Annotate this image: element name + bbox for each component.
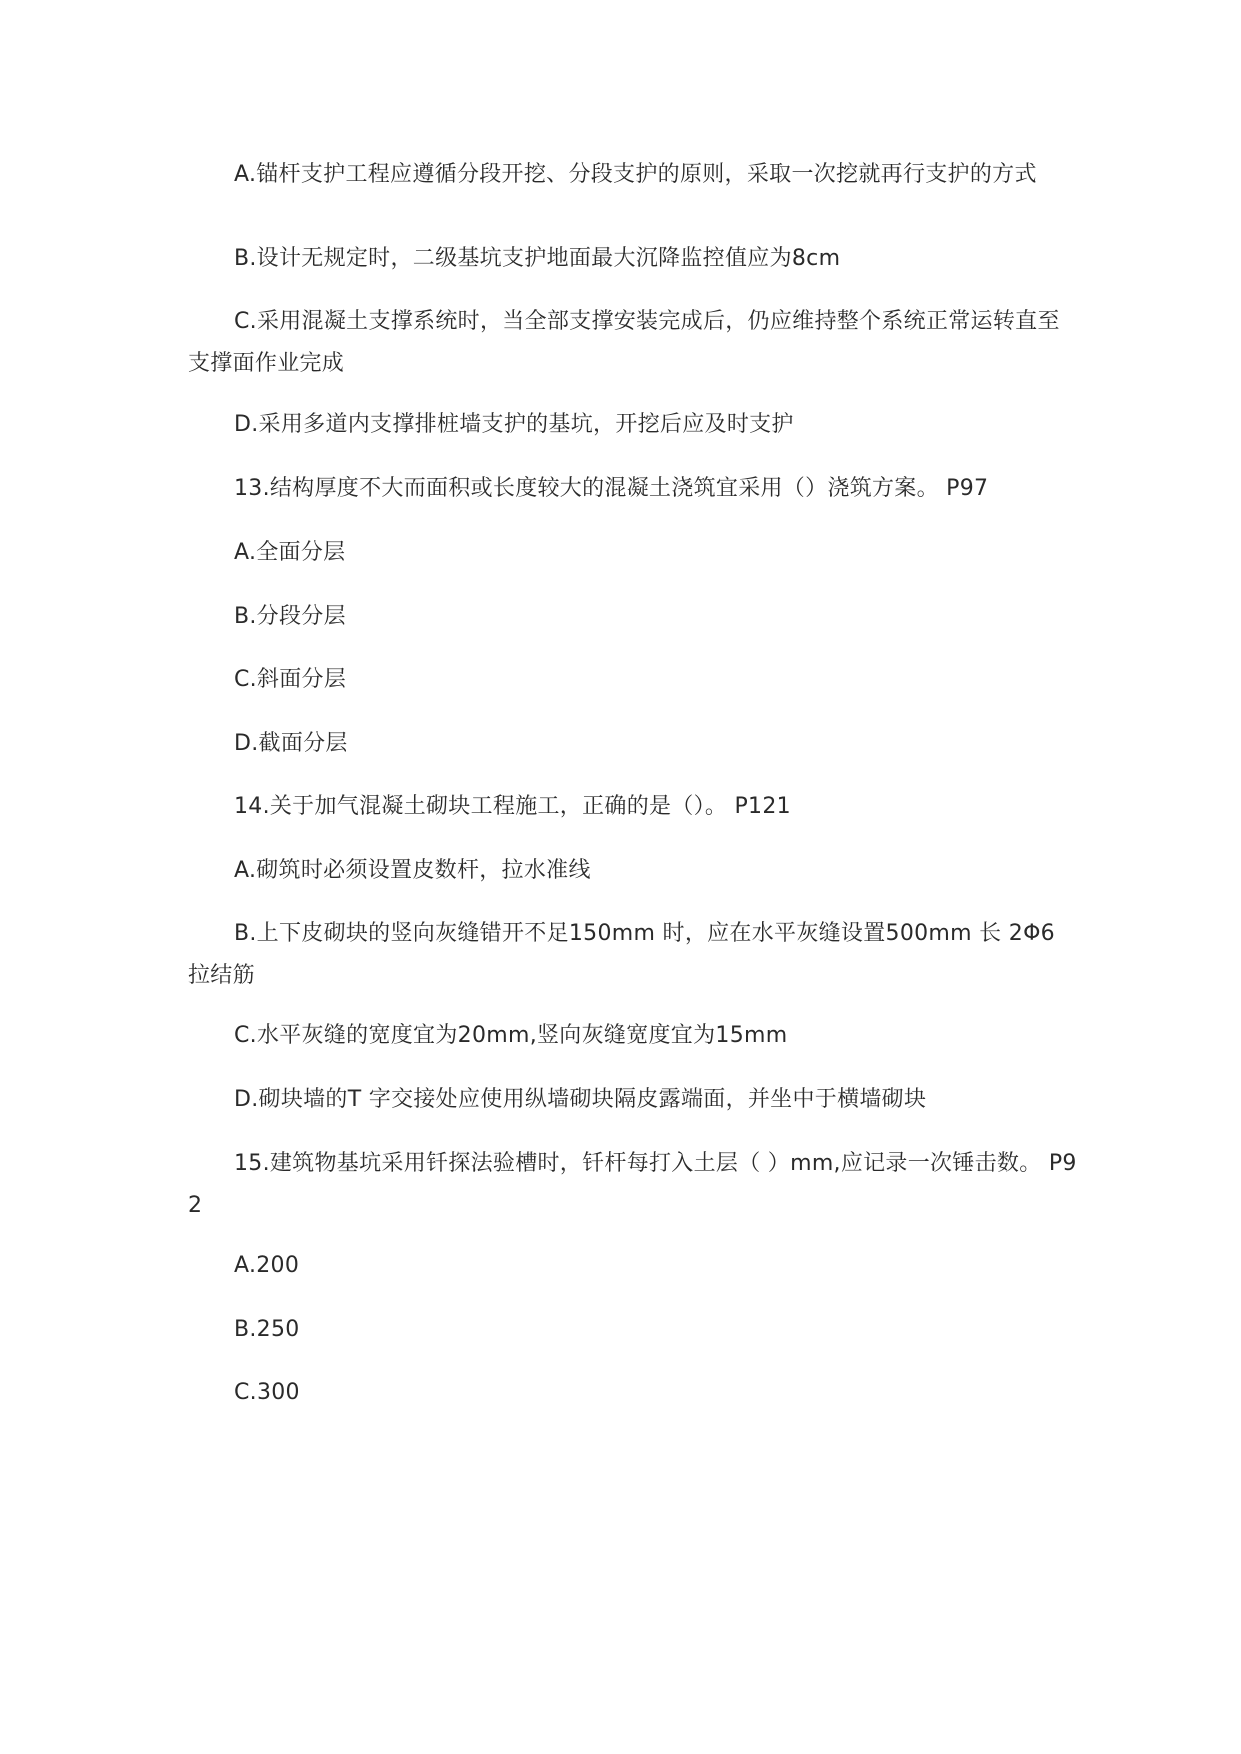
option-paragraph: A.200 (234, 1253, 300, 1278)
option-paragraph: B.上下皮砌块的竖向灰缝错开不足150mm 时，应在水平灰缝设置500mm 长 2Φ6 拉结筋 (188, 921, 1055, 988)
option-paragraph: B.分段分层 (234, 604, 346, 629)
option-paragraph: C.水平灰缝的宽度宜为20mm,竖向灰缝宽度宜为15mm (234, 1023, 788, 1048)
option-paragraph: D.截面分层 (234, 731, 348, 756)
question-paragraph: 13.结构厚度不大而面积或长度较大的混凝土浇筑宜采用（）浇筑方案。 P97 (234, 476, 989, 501)
option-paragraph: A.锚杆支护工程应遵循分段开挖、分段支护的原则，采取一次挖就再行支护的方式 (234, 162, 1037, 187)
option-paragraph: C.300 (234, 1380, 300, 1405)
question-paragraph: 15.建筑物基坑采用钎探法验槽时，钎杆每打入土层（ ）mm,应记录一次锤击数。 P92 (188, 1151, 1077, 1218)
option-paragraph: B.设计无规定时，二级基坑支护地面最大沉降监控值应为8cm (234, 246, 841, 271)
option-paragraph: C.斜面分层 (234, 667, 347, 692)
question-paragraph: 14.关于加气混凝土砌块工程施工，正确的是（）。 P121 (234, 794, 791, 819)
option-paragraph: C.采用混凝土支撑系统时，当全部支撑安装完成后，仍应维持整个系统正常运转直至支撑面作业完成 (188, 309, 1060, 376)
option-paragraph: A.砌筑时必须设置皮数杆，拉水准线 (234, 858, 591, 883)
option-paragraph: D.采用多道内支撑排桩墙支护的基坑，开挖后应及时支护 (234, 412, 794, 437)
option-paragraph: D.砌块墙的T 字交接处应使用纵墙砌块隔皮露端面，并坐中于横墙砌块 (234, 1087, 927, 1112)
option-paragraph: A.全面分层 (234, 540, 346, 565)
option-paragraph: B.250 (234, 1317, 300, 1342)
